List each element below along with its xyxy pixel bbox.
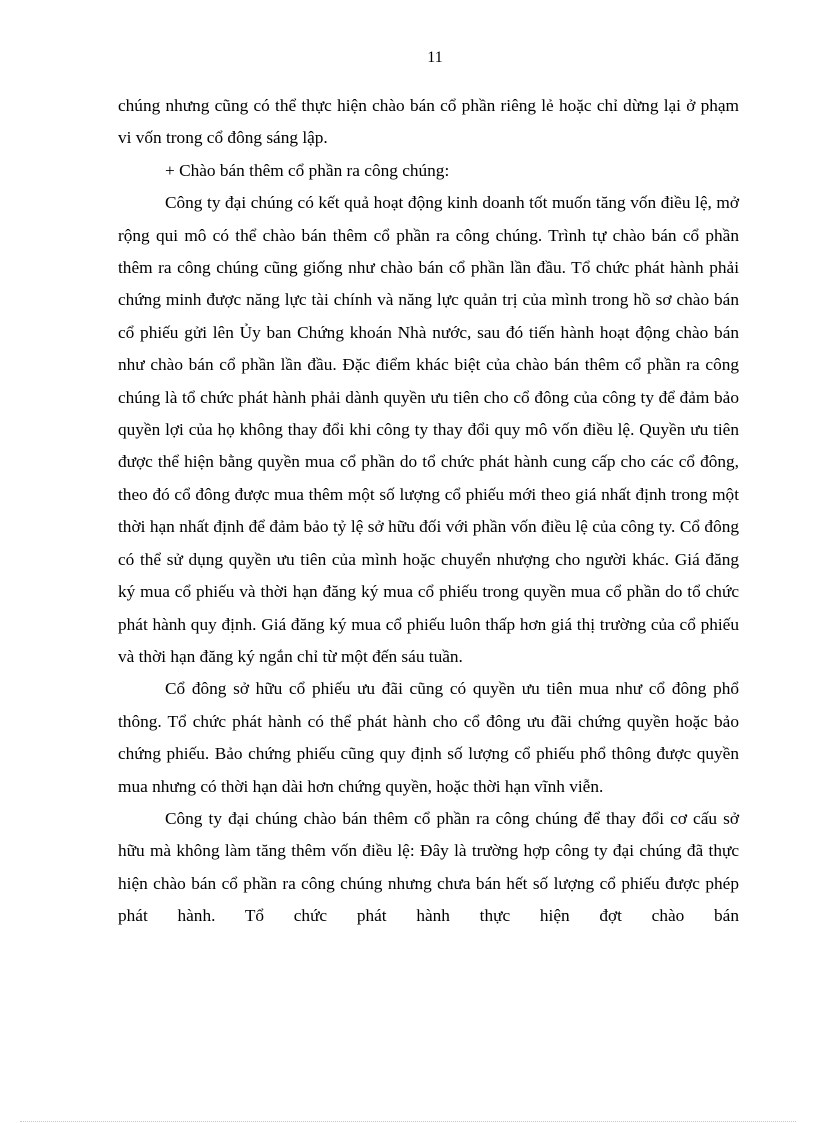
paragraph-heading-offering: + Chào bán thêm cổ phần ra công chúng:: [165, 160, 450, 180]
paragraph-continuation: chúng nhưng cũng có thể thực hiện chào bán cổ phần riêng lẻ hoặc chỉ dừng lại ở phạm vi vốn trong cổ đông sáng lập.: [118, 96, 739, 148]
document-body: [118, 90, 739, 933]
footer-rule: [20, 1121, 796, 1122]
page-number: 11: [427, 49, 443, 66]
paragraph-ownership-structure: Công ty đại chúng chào bán thêm cổ phần ra công chúng để thay đổi cơ cấu sở hữu mà không làm tăng thêm vốn điều lệ: Đây là trường hợp công ty đại chúng đã thực hiện chào bán cổ phần ra công chúng nhưng chưa bán hết số lượng cổ phiếu được phép phát hành. Tổ chức phát hành thực hiện đợt chào bán: [118, 808, 739, 926]
paragraph-public-offering: Công ty đại chúng có kết quả hoạt động kinh doanh tốt muốn tăng vốn điều lệ, mở rộng qui mô có thể chào bán thêm cổ phần ra công chúng. Trình tự chào bán cổ phần thêm ra công chúng cũng giống như chào bán cổ phần lần đầu. Tổ chức phát hành phải chứng minh được năng lực tài chính và năng lực quản trị của mình trong hồ sơ chào bán cổ phiếu gửi lên Ủy ban Chứng khoán Nhà nước, sau đó tiến hành hoạt động chào bán như chào bán cổ phần lần đầu. Đặc điểm khác biệt của chào bán thêm cổ phần ra công chúng là tổ chức phát hành phải dành quyền ưu tiên cho cổ đông của công ty để đảm bảo quyền lợi của họ không thay đổi khi công ty thay đổi quy mô vốn điều lệ. Quyền ưu tiên được thể hiện bằng quyền mua cổ phần do tổ chức phát hành cung cấp cho các cổ đông, theo đó cổ đông được mua thêm một số lượng cổ phiếu mới theo giá nhất định trong một thời hạn nhất định để đảm bảo tỷ lệ sở hữu đối với phần vốn điều lệ của công ty. Cổ đông có thể sử dụng quyền ưu tiên của mình hoặc chuyển nhượng cho người khác. Giá đăng ký mua cổ phiếu và thời hạn đăng ký mua cổ phiếu trong quyền mua cổ phần do tổ chức phát hành quy định. Giá đăng ký mua cổ phiếu luôn thấp hơn giá thị trường của cổ phiếu và thời hạn đăng ký ngắn chỉ từ một đến sáu tuần.: [118, 193, 739, 666]
paragraph-preferred-shareholders: Cổ đông sở hữu cổ phiếu ưu đãi cũng có quyền ưu tiên mua như cổ đông phổ thông. Tổ chức phát hành có thể phát hành cho cổ đông ưu đãi chứng quyền hoặc bảo chứng phiếu. Bảo chứng phiếu cũng quy định số lượng cổ phiếu phổ thông được quyền mua nhưng có thời hạn dài hơn chứng quyền, hoặc thời hạn vĩnh viễn.: [118, 679, 739, 796]
